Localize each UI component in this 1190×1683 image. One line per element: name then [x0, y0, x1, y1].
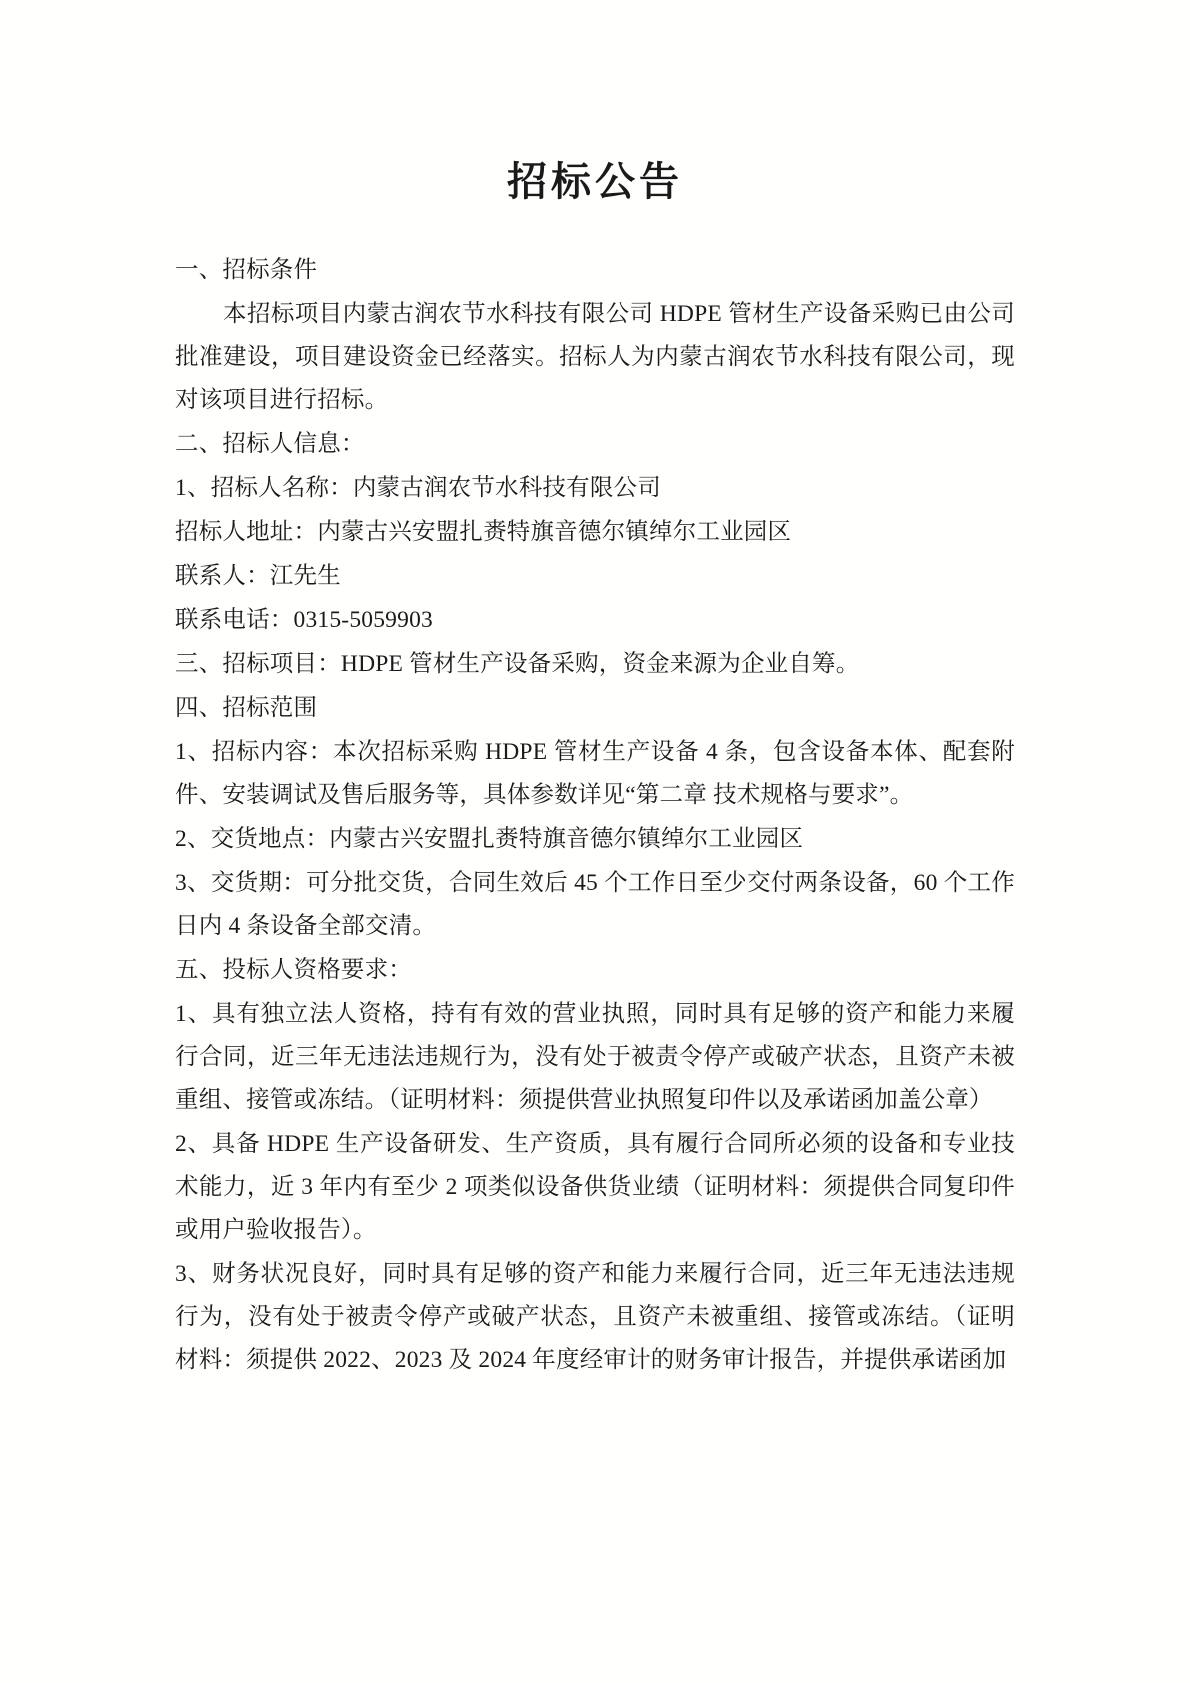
paragraph-qualification-1: 1、具有独立法人资格，持有有效的营业执照，同时具有足够的资产和能力来履行合同，近三年无违法违规行为，没有处于被责令停产或破产状态，且资产未被重组、接管或冻结。（证明材料：须提供营业执照复印件以及承诺函加盖公章） [175, 1001, 1015, 1113]
document-body [175, 249, 1015, 1382]
paragraph-section-1-body: 本招标项目内蒙古润农节水科技有限公司 HDPE 管材生产设备采购已由公司批准建设，项目建设资金已经落实。招标人为内蒙古润农节水科技有限公司，现对该项目进行招标。 [175, 301, 1015, 413]
paragraph-bidder-name: 1、招标人名称：内蒙古润农节水科技有限公司 [175, 475, 661, 501]
paragraph-section-4-heading: 四、招标范围 [175, 695, 318, 721]
paragraph-section-2-heading: 二、招标人信息： [175, 431, 365, 457]
paragraph-section-5-heading: 五、投标人资格要求： [175, 957, 412, 983]
paragraph-bidder-address: 招标人地址：内蒙古兴安盟扎赉特旗音德尔镇绰尔工业园区 [175, 519, 792, 545]
paragraph-qualification-3: 3、财务状况良好，同时具有足够的资产和能力来履行合同，近三年无违法违规行为，没有处于被责令停产或破产状态，且资产未被重组、接管或冻结。（证明材料：须提供 2022、2023 及 2024 年度经审计的财务审计报告，并提供承诺函加 [175, 1261, 1015, 1373]
paragraph-section-1-heading: 一、招标条件 [175, 257, 318, 283]
paragraph-scope-delivery-place: 2、交货地点：内蒙古兴安盟扎赉特旗音德尔镇绰尔工业园区 [175, 826, 804, 852]
paragraph-qualification-2: 2、具备 HDPE 生产设备研发、生产资质，具有履行合同所必须的设备和专业技术能力，近 3 年内有至少 2 项类似设备供货业绩（证明材料：须提供合同复印件或用户验收报告）。 [175, 1131, 1015, 1243]
paragraph-bidder-phone: 联系电话：0315-5059903 [175, 607, 433, 633]
paragraph-bidder-contact: 联系人：江先生 [175, 563, 341, 589]
page-title: 招标公告 [507, 159, 683, 204]
paragraph-scope-content: 1、招标内容：本次招标采购 HDPE 管材生产设备 4 条，包含设备本体、配套附件、安装调试及售后服务等，具体参数详见“第二章 技术规格与要求”。 [175, 739, 1015, 808]
paragraph-scope-delivery-period: 3、交货期：可分批交货，合同生效后 45 个工作日至少交付两条设备，60 个工作日内 4 条设备全部交清。 [175, 870, 1015, 939]
paragraph-section-3-project: 三、招标项目：HDPE 管材生产设备采购，资金来源为企业自筹。 [175, 651, 860, 677]
